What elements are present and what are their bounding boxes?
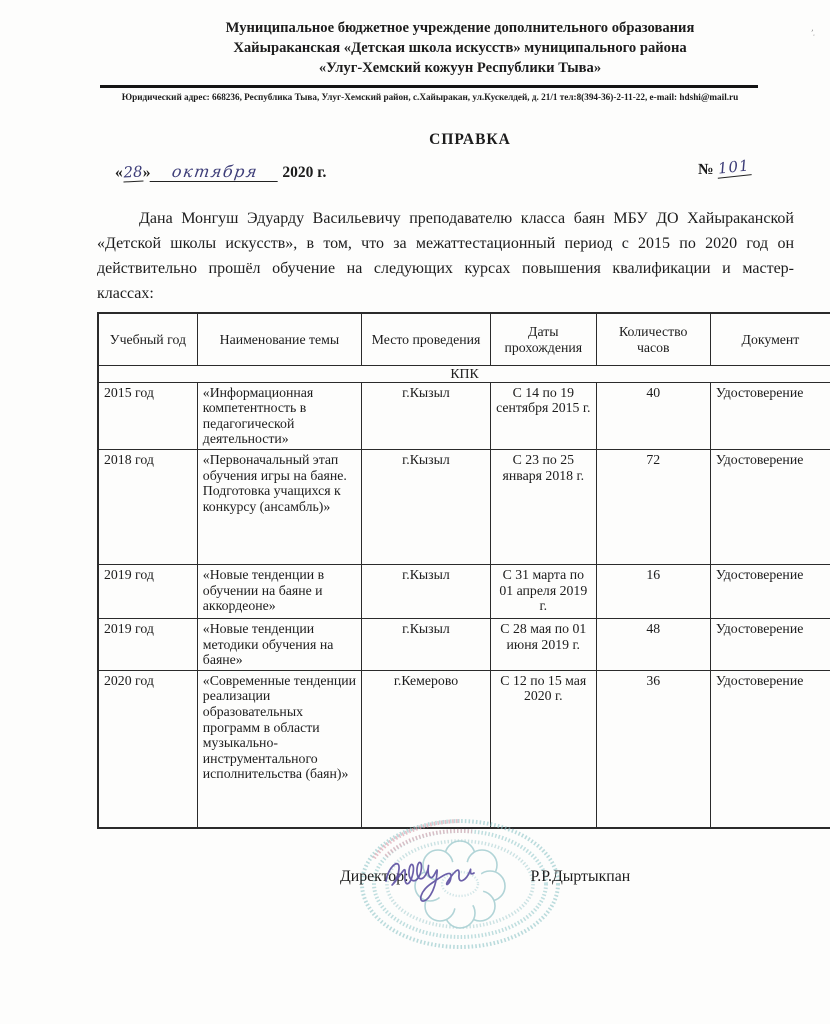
handwritten-month: октября (149, 162, 280, 182)
number-sign: № (698, 161, 714, 178)
col-header-hours: Количество часов (596, 313, 710, 366)
cell-hours: 36 (596, 670, 710, 828)
org-name-line1: Муниципальное бюджетное учреждение дополнительного образования (225, 20, 695, 36)
col-header-dates: Даты прохождения (490, 313, 596, 366)
cell-dates: С 12 по 15 мая 2020 г. (490, 670, 596, 828)
cell-year: 2019 год (98, 618, 197, 670)
cell-place: г.Кызыл (362, 618, 491, 670)
open-quote: « (115, 164, 123, 181)
cell-year: 2020 год (98, 670, 197, 828)
header-divider-line (100, 85, 758, 88)
cell-document: Удостоверение (710, 564, 830, 618)
table-row (98, 618, 830, 670)
document-number-line (698, 156, 751, 179)
table-row (98, 449, 830, 564)
cell-dates: С 28 мая по 01 июня 2019 г. (490, 618, 596, 670)
cell-theme: «Первоначальный этап обучения игры на баяне. Подготовка учащихся к конкурсу (ансамбль)» (197, 449, 361, 564)
table-row (98, 670, 830, 828)
cell-document: Удостоверение (710, 618, 830, 670)
organization-header (130, 18, 790, 78)
handwritten-number: 101 (717, 156, 751, 178)
director-label: Директор: (340, 868, 409, 885)
section-label-kpk: КПК (98, 366, 830, 383)
signature-line (340, 868, 630, 886)
table-row (98, 564, 830, 618)
cell-place: г.Кызыл (362, 382, 491, 449)
director-name: Р.Р.Дыртыкпан (530, 868, 631, 885)
cell-hours: 72 (596, 449, 710, 564)
cell-document: Удостоверение (710, 670, 830, 828)
cell-dates: С 23 по 25 января 2018 г. (490, 449, 596, 564)
official-seal (352, 810, 568, 962)
date-line (115, 162, 326, 182)
cell-hours: 48 (596, 618, 710, 670)
cell-theme: «Новые тенденции в обучении на баяне и аккордеоне» (197, 564, 361, 618)
col-header-place: Место проведения (362, 313, 491, 366)
scan-artifact-mark: ʼ˒ (808, 27, 818, 39)
courses-table (97, 312, 830, 829)
col-header-theme: Наименование темы (197, 313, 361, 366)
legal-address: Юридический адрес: 668236, Республика Тыва, Улуг-Хемский район, с.Хайыракан, ул.Кускелдей, д. 21/1 тел:8(394-36)-2-11-22, e-mail: hdshi@mail.ru (121, 92, 739, 102)
cell-dates: С 14 по 19 сентября 2015 г. (490, 382, 596, 449)
cell-year: 2018 год (98, 449, 197, 564)
cell-document: Удостоверение (710, 449, 830, 564)
org-name-line3: «Улуг-Хемский кожуун Республики Тыва» (318, 60, 602, 76)
cell-theme: «Современные тенденции реализации образовательных программ в области музыкально-инструментального исполнительства (баян)» (197, 670, 361, 828)
cell-theme: «Новые тенденции методики обучения на баяне» (197, 618, 361, 670)
cell-place: г.Кызыл (362, 564, 491, 618)
cell-hours: 40 (596, 382, 710, 449)
table-header-row (98, 313, 830, 366)
col-header-year: Учебный год (98, 313, 197, 366)
cell-year: 2015 год (98, 382, 197, 449)
cell-year: 2019 год (98, 564, 197, 618)
cell-place: г.Кызыл (362, 449, 491, 564)
cell-hours: 16 (596, 564, 710, 618)
certificate-body-text: Дана Монгуш Эдуарду Васильевичу преподавателю класса баян МБУ ДО Хайыраканской «Детской школы искусств», в том, что за межаттестационный период с 2015 по 2020 год он действительно прошёл обучение на следующих курсах повышения квалификации и мастер-классах: (97, 210, 794, 302)
document-title: СПРАВКА (429, 131, 511, 148)
cell-document: Удостоверение (710, 382, 830, 449)
org-name-line2: Хайыраканская «Детская школа искусств» муниципального района (233, 40, 687, 56)
year-text: 2020 г. (282, 164, 327, 181)
col-header-document: Документ (710, 313, 830, 366)
handwritten-day: 28 (122, 162, 143, 182)
cell-place: г.Кемерово (362, 670, 491, 828)
cell-dates: С 31 марта по 01 апреля 2019 г. (490, 564, 596, 618)
table-row (98, 382, 830, 449)
table-section-row (98, 366, 830, 383)
cell-theme: «Информационная компетентность в педагогической деятельности» (197, 382, 361, 449)
close-quote: » (142, 164, 151, 181)
